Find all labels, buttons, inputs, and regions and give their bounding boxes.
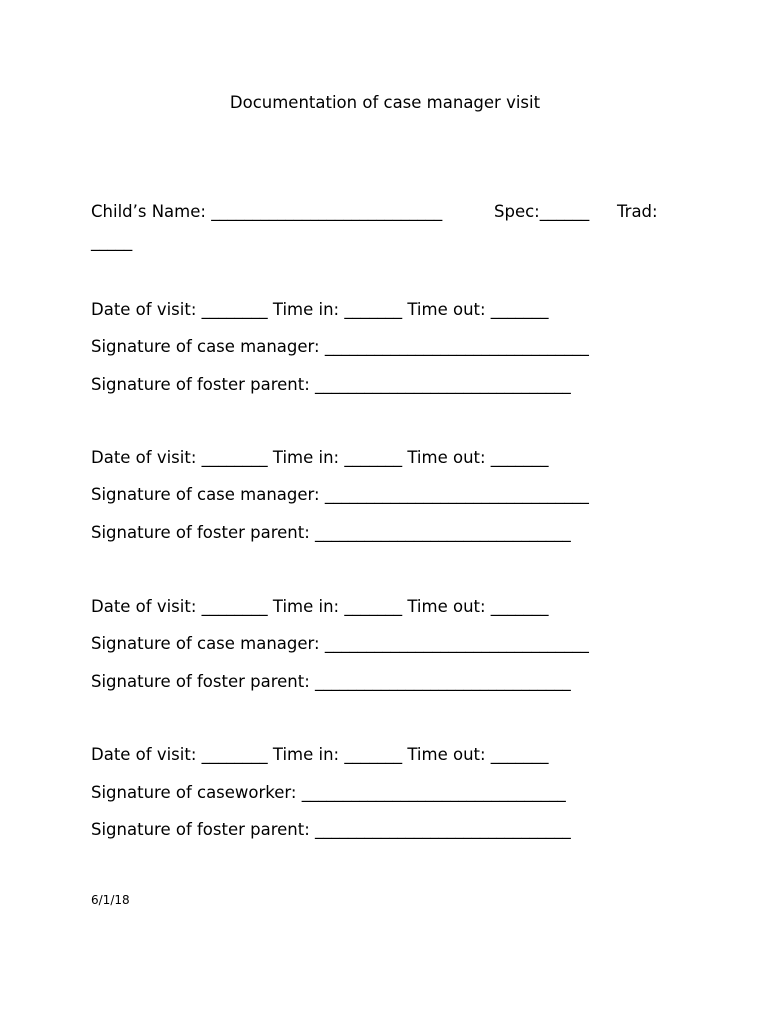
visit-3-date-line: Date of visit: ________ Time in: _______ Time out: _______	[91, 597, 549, 616]
spec-field: Spec:______	[494, 202, 590, 221]
visit-4-caseworker-signature: Signature of caseworker: ________________________________	[91, 783, 566, 802]
visit-3-case-manager-signature: Signature of case manager: ________________________________	[91, 634, 589, 653]
page-title: Documentation of case manager visit	[229, 93, 541, 112]
trad-field: Trad:	[617, 202, 658, 221]
visit-2-case-manager-signature: Signature of case manager: ________________________________	[91, 485, 589, 504]
visit-3-foster-parent-signature: Signature of foster parent: _______________________________	[91, 672, 571, 691]
visit-4-foster-parent-signature: Signature of foster parent: _______________________________	[91, 820, 571, 839]
visit-4-date-line: Date of visit: ________ Time in: _______ Time out: _______	[91, 745, 549, 764]
trad-blank: _____	[91, 232, 133, 251]
visit-2-date-line: Date of visit: ________ Time in: _______ Time out: _______	[91, 448, 549, 467]
visit-1-case-manager-signature: Signature of case manager: ________________________________	[91, 337, 589, 356]
visit-2-foster-parent-signature: Signature of foster parent: _______________________________	[91, 523, 571, 542]
visit-1-date-line: Date of visit: ________ Time in: _______ Time out: _______	[91, 300, 549, 319]
footer-date: 6/1/18	[91, 893, 130, 907]
visit-1-foster-parent-signature: Signature of foster parent: _______________________________	[91, 375, 571, 394]
child-name-field: Child’s Name: ____________________________	[91, 202, 443, 221]
